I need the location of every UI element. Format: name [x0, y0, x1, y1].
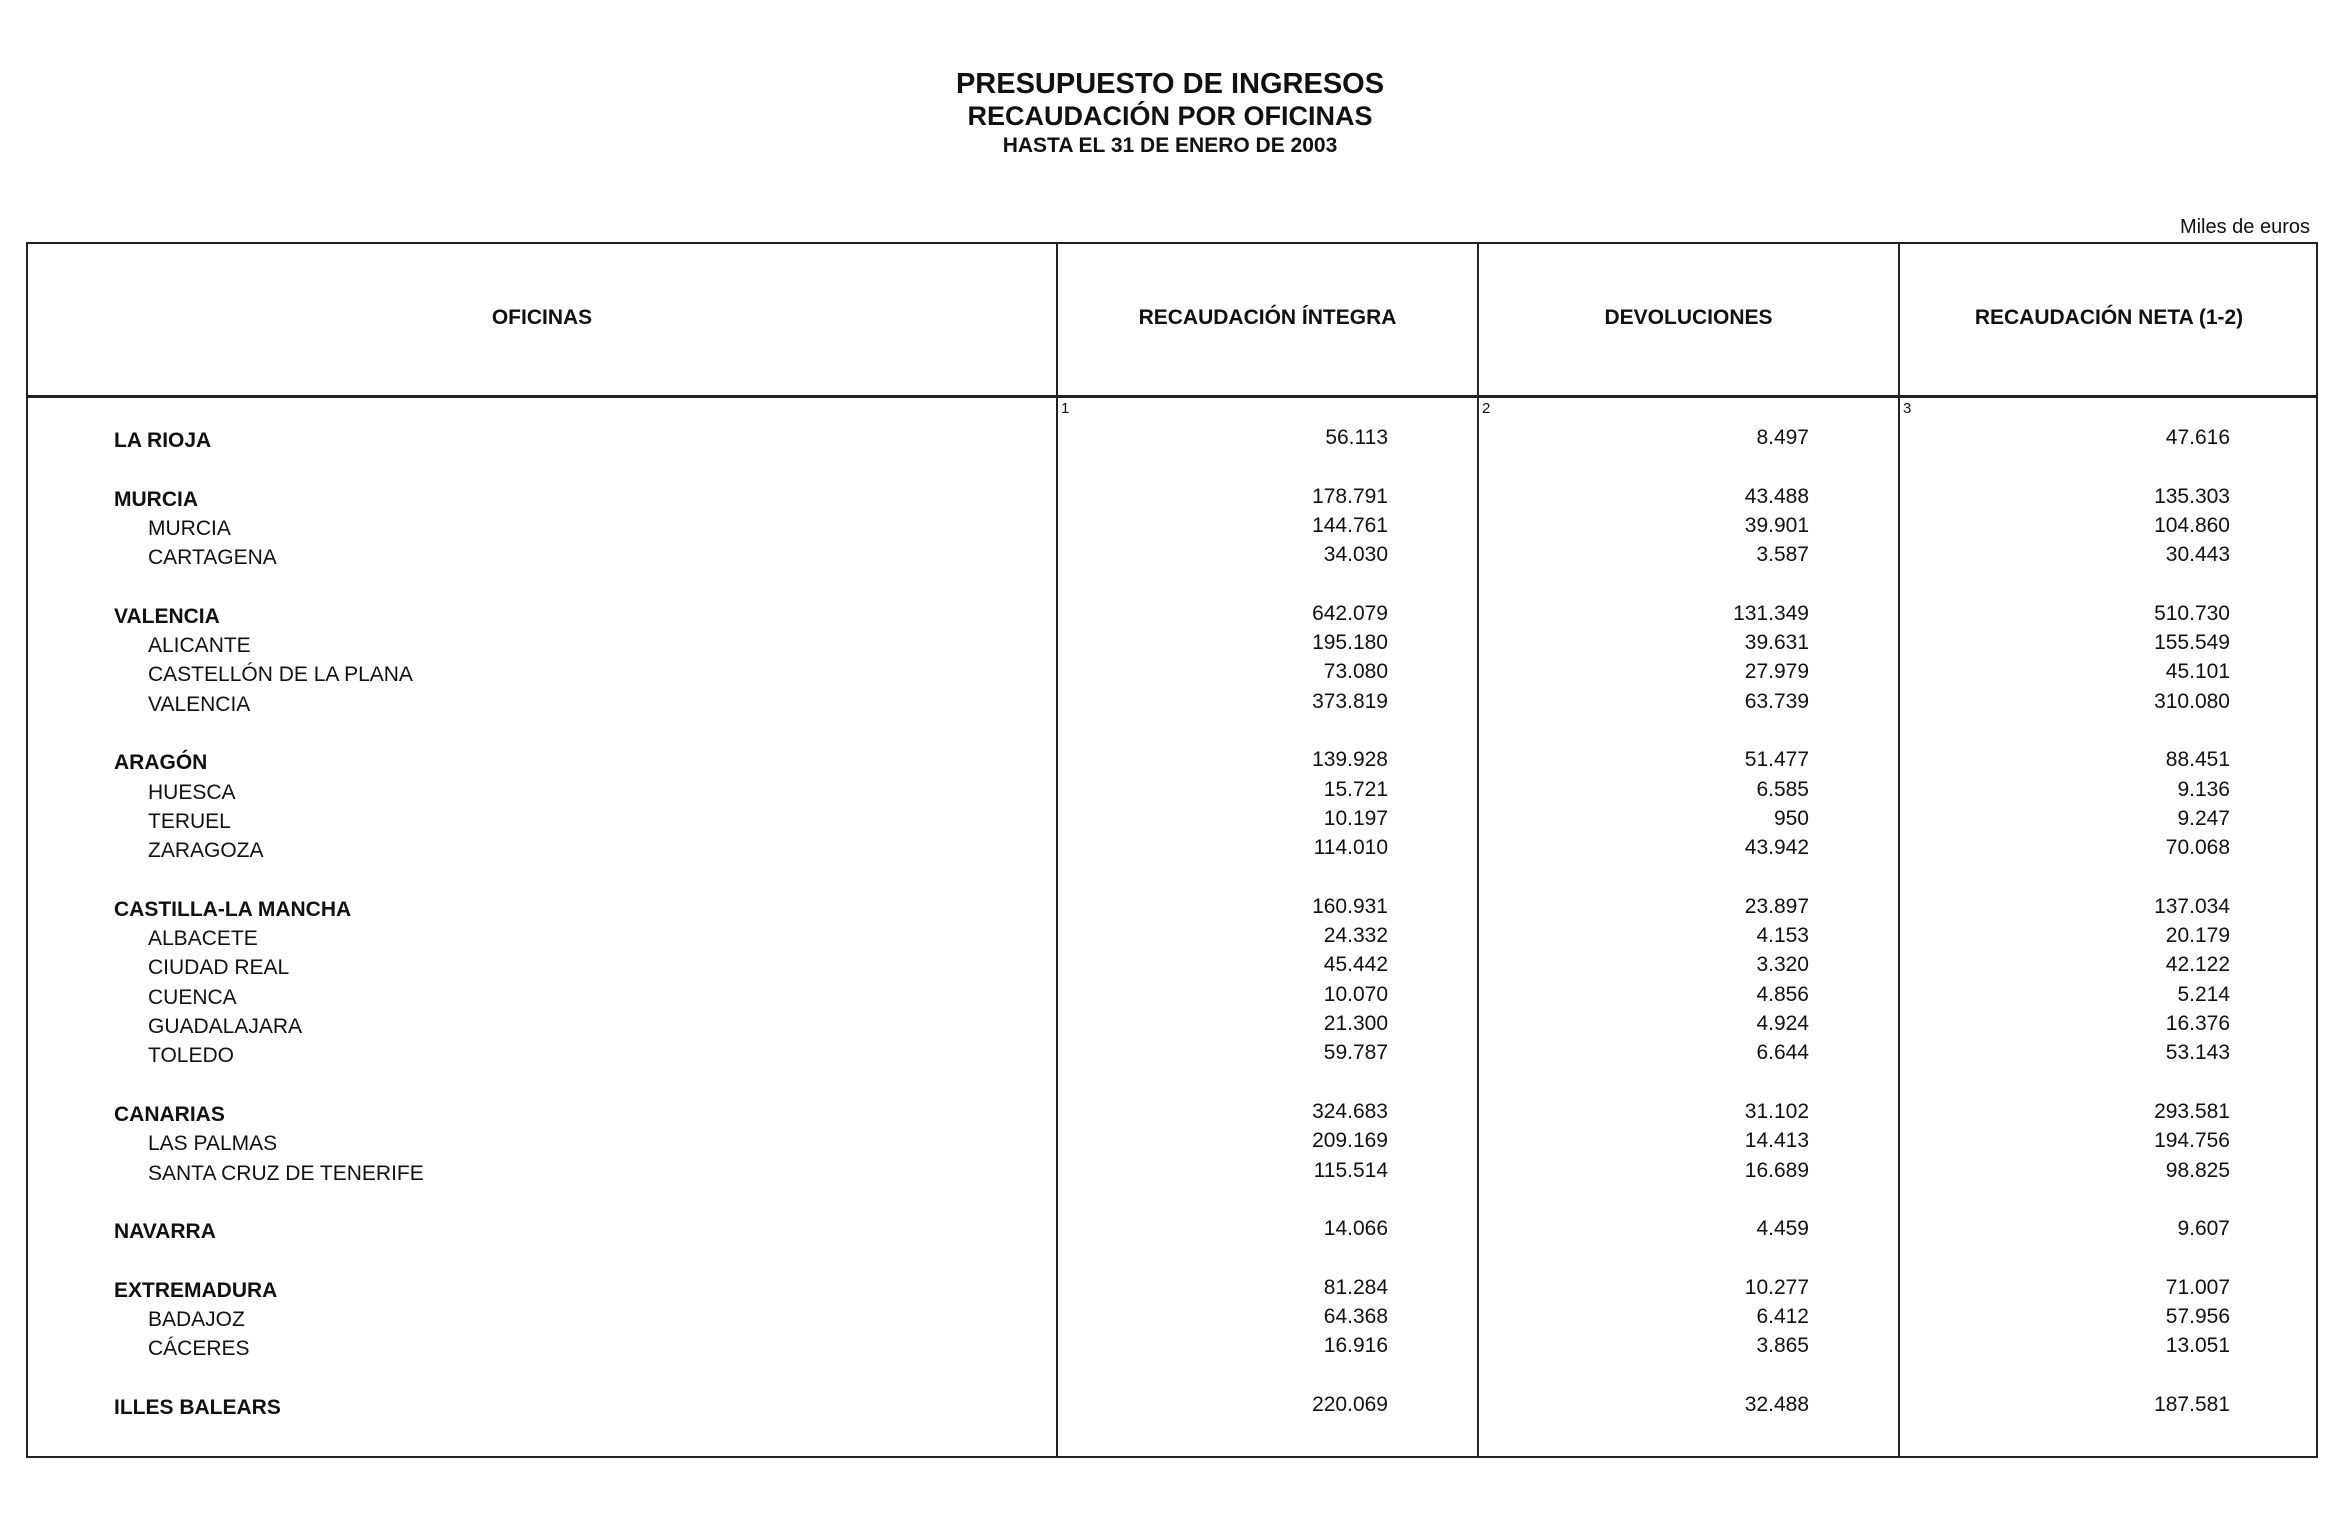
recaudacion-integra-value: 64.368	[1323, 1305, 1388, 1328]
devoluciones-value: 8.497	[1756, 426, 1809, 449]
recaudacion-neta-value: 104.860	[2154, 513, 2230, 537]
recaudacion-integra-value: 10.070	[1323, 982, 1388, 1006]
devoluciones-value: 131.349	[1733, 601, 1809, 625]
recaudacion-neta-value: 98.825	[2165, 1158, 2230, 1182]
office-name: CIUDAD REAL	[148, 956, 290, 980]
office-name: CASTELLÓN DE LA PLANA	[148, 663, 413, 687]
office-name: VALENCIA	[148, 692, 251, 716]
office-name: TOLEDO	[148, 1044, 234, 1068]
devoluciones-value: 3.587	[1756, 543, 1809, 567]
devoluciones-value: 39.631	[1744, 631, 1809, 655]
devoluciones-value: 4.459	[1756, 1217, 1809, 1241]
recaudacion-integra-value: 56.113	[1325, 426, 1388, 449]
recaudacion-integra-value: 178.791	[1312, 484, 1388, 508]
devoluciones-value: 14.413	[1744, 1129, 1809, 1153]
devoluciones-value: 16.689	[1744, 1158, 1809, 1182]
recaudacion-neta-value: 9.247	[2177, 806, 2230, 830]
recaudacion-neta-value: 310.080	[2154, 689, 2230, 713]
column-header-integra: RECAUDACIÓN ÍNTEGRA	[1138, 306, 1397, 329]
recaudacion-neta-value: 5.214	[2177, 982, 2230, 1006]
office-name: HUESCA	[148, 780, 236, 804]
devoluciones-value: 51.477	[1744, 748, 1809, 772]
table-row-office	[28, 836, 2316, 869]
office-name: VALENCIA	[114, 604, 220, 628]
recaudacion-integra-value: 209.169	[1312, 1129, 1388, 1153]
office-name: GUADALAJARA	[148, 1015, 303, 1038]
recaudacion-integra-value: 144.761	[1312, 513, 1388, 537]
column-header-devoluciones: DEVOLUCIONES	[1604, 306, 1773, 329]
recaudacion-integra-value: 160.931	[1312, 894, 1388, 918]
table-row-office	[28, 1041, 2316, 1074]
office-name: LAS PALMAS	[148, 1132, 278, 1156]
column-number: 1	[1061, 400, 1070, 417]
devoluciones-value: 31.102	[1744, 1099, 1809, 1123]
table-row-region	[28, 1392, 2316, 1426]
recaudacion-neta-value: 155.549	[2154, 631, 2230, 655]
recaudacion-neta-value: 71.007	[2165, 1275, 2230, 1299]
recaudacion-integra-value: 21.300	[1323, 1012, 1388, 1035]
recaudacion-neta-value: 53.143	[2165, 1041, 2230, 1065]
devoluciones-value: 4.856	[1756, 982, 1809, 1006]
recaudacion-neta-value: 45.101	[2165, 660, 2230, 684]
office-name: BADAJOZ	[148, 1308, 245, 1331]
office-name: MURCIA	[148, 516, 231, 540]
recaudacion-integra-value: 373.819	[1312, 689, 1388, 713]
recaudacion-integra-value: 34.030	[1323, 543, 1388, 567]
devoluciones-value: 4.924	[1756, 1012, 1809, 1035]
office-name: CARTAGENA	[148, 546, 277, 570]
office-name: CANARIAS	[114, 1102, 225, 1126]
office-name: EXTREMADURA	[114, 1278, 278, 1302]
recaudacion-neta-value: 9.136	[2177, 777, 2230, 801]
recaudacion-integra-value: 114.010	[1313, 836, 1388, 860]
units-label: Miles de euros	[2179, 216, 2310, 238]
devoluciones-value: 39.901	[1744, 513, 1809, 537]
recaudacion-integra-value: 195.180	[1312, 631, 1388, 655]
table-row-office	[28, 689, 2316, 723]
column-header-oficinas: OFICINAS	[491, 306, 593, 329]
office-name: MURCIA	[114, 487, 198, 511]
revenue-table	[26, 242, 2318, 1458]
table-row-office	[28, 1334, 2316, 1367]
office-name: NAVARRA	[114, 1220, 216, 1244]
recaudacion-neta-value: 70.068	[2165, 836, 2230, 860]
office-name: ILLES BALEARS	[114, 1395, 281, 1419]
report-title: PRESUPUESTO DE INGRESOS	[955, 68, 1385, 100]
devoluciones-value: 63.739	[1744, 689, 1809, 713]
devoluciones-value: 4.153	[1756, 924, 1809, 948]
table-row-region	[28, 426, 2316, 459]
recaudacion-neta-value: 16.376	[2165, 1012, 2230, 1035]
office-name: CÁCERES	[148, 1337, 250, 1361]
recaudacion-neta-value: 9.607	[2177, 1217, 2230, 1241]
recaudacion-integra-value: 115.514	[1313, 1158, 1388, 1182]
recaudacion-neta-value: 88.451	[2165, 748, 2230, 772]
recaudacion-neta-value: 13.051	[2165, 1334, 2230, 1358]
recaudacion-neta-value: 47.616	[2165, 426, 2230, 449]
office-name: CASTILLA-LA MANCHA	[114, 897, 352, 921]
recaudacion-integra-value: 220.069	[1312, 1392, 1388, 1416]
recaudacion-neta-value: 510.730	[2154, 601, 2230, 625]
recaudacion-integra-value: 45.442	[1323, 953, 1388, 977]
recaudacion-neta-value: 293.581	[2154, 1099, 2230, 1123]
recaudacion-integra-value: 324.683	[1312, 1099, 1388, 1123]
table-row-office	[28, 543, 2316, 576]
report-period: HASTA EL 31 DE ENERO DE 2003	[1002, 134, 1338, 157]
devoluciones-value: 23.897	[1744, 894, 1809, 918]
devoluciones-value: 6.412	[1756, 1305, 1809, 1328]
office-name: ALBACETE	[148, 927, 258, 951]
recaudacion-neta-value: 42.122	[2165, 953, 2230, 977]
office-name: ARAGÓN	[114, 751, 208, 775]
table-row-office	[28, 1158, 2316, 1192]
devoluciones-value: 6.585	[1756, 777, 1809, 801]
devoluciones-value: 43.942	[1744, 836, 1809, 860]
recaudacion-integra-value: 73.080	[1323, 660, 1388, 684]
recaudacion-neta-value: 57.956	[2165, 1305, 2230, 1328]
devoluciones-value: 950	[1773, 806, 1809, 830]
devoluciones-value: 43.488	[1744, 484, 1809, 508]
office-name: CUENCA	[148, 985, 237, 1009]
recaudacion-neta-value: 194.756	[2154, 1129, 2230, 1153]
devoluciones-value: 27.979	[1744, 660, 1809, 684]
devoluciones-value: 10.277	[1744, 1275, 1809, 1299]
recaudacion-integra-value: 24.332	[1323, 924, 1388, 948]
header-divider	[28, 395, 2316, 398]
office-name: ALICANTE	[148, 634, 251, 658]
devoluciones-value: 6.644	[1756, 1041, 1809, 1065]
column-number: 3	[1903, 400, 1912, 417]
column-number: 2	[1482, 400, 1491, 417]
devoluciones-value: 3.865	[1756, 1334, 1809, 1358]
recaudacion-integra-value: 14.066	[1323, 1217, 1388, 1241]
recaudacion-neta-value: 20.179	[2165, 924, 2230, 948]
recaudacion-integra-value: 16.916	[1323, 1334, 1388, 1358]
office-name: ZARAGOZA	[148, 839, 264, 863]
recaudacion-neta-value: 187.581	[2154, 1392, 2230, 1416]
office-name: LA RIOJA	[114, 429, 212, 452]
recaudacion-integra-value: 642.079	[1312, 601, 1388, 625]
recaudacion-integra-value: 10.197	[1323, 806, 1388, 830]
devoluciones-value: 32.488	[1744, 1392, 1809, 1416]
recaudacion-integra-value: 59.787	[1323, 1041, 1388, 1065]
recaudacion-neta-value: 135.303	[2154, 484, 2230, 508]
recaudacion-integra-value: 81.284	[1323, 1275, 1388, 1299]
report-subtitle: RECAUDACIÓN POR OFICINAS	[967, 101, 1373, 131]
recaudacion-neta-value: 30.443	[2165, 543, 2230, 567]
table-row-region	[28, 1217, 2316, 1250]
office-name: TERUEL	[148, 809, 231, 833]
recaudacion-integra-value: 15.721	[1323, 777, 1388, 801]
office-name: SANTA CRUZ DE TENERIFE	[148, 1161, 424, 1185]
recaudacion-neta-value: 137.034	[2154, 894, 2230, 918]
column-header-neta: RECAUDACIÓN NETA (1-2)	[1974, 306, 2244, 329]
devoluciones-value: 3.320	[1756, 953, 1809, 977]
recaudacion-integra-value: 139.928	[1312, 748, 1388, 772]
